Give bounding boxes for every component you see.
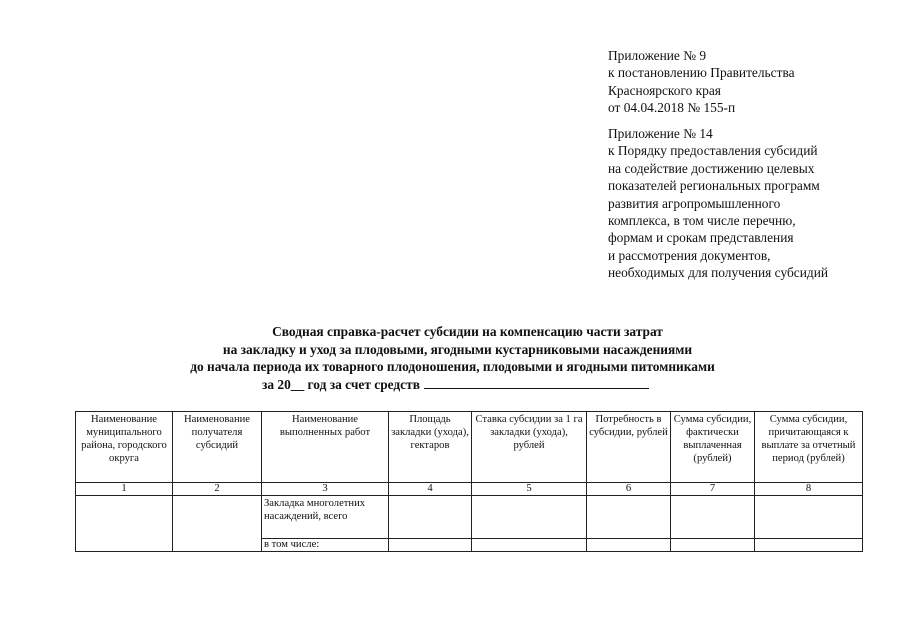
column-header: Наименование получателя субсидий (173, 412, 262, 483)
table-cell-empty (173, 496, 262, 552)
column-header: Наименование выполненных работ (262, 412, 389, 483)
appendix-9-line: к постановлению Правительства (608, 65, 795, 81)
work-name-cell: в том числе: (262, 539, 389, 552)
title-line-4 (0, 376, 905, 394)
table-cell-empty (472, 539, 587, 552)
title-line-1: Сводная справка-расчет субсидии на компенсацию части затрат (272, 324, 663, 339)
column-number: 7 (671, 483, 755, 496)
appendix-14-line: и рассмотрения документов, (608, 247, 771, 263)
appendix-9-line: от 04.04.2018 № 155-п (608, 100, 736, 116)
column-number: 8 (755, 483, 863, 496)
column-number: 3 (262, 483, 389, 496)
column-header: Ставка субсидии за 1 га закладки (ухода), рублей (472, 412, 587, 483)
appendix-9-line: Красноярского края (608, 82, 721, 98)
table-cell-empty (587, 496, 671, 539)
title-line-2: на закладку и уход за плодовыми, ягодными кустарниковыми насаждениями (222, 341, 693, 357)
document-title (0, 323, 905, 393)
work-name-cell: Закладка многолетних насаждений, всего (262, 496, 389, 539)
column-header: Потребность в субсидии, рублей (587, 412, 671, 483)
table-cell-empty (389, 496, 472, 539)
table-cell-empty (755, 496, 863, 539)
table-header-row (76, 412, 863, 483)
appendix-14-line: формам и срокам представления (608, 230, 794, 246)
table-cell-empty (389, 539, 472, 552)
funding-source-blank (424, 376, 649, 389)
column-number: 6 (587, 483, 671, 496)
table-cell-empty (671, 539, 755, 552)
column-number: 2 (173, 483, 262, 496)
column-number: 4 (389, 483, 472, 496)
appendix-14-line: необходимых для получения субсидий (608, 265, 829, 281)
appendix-14-line: на содействие достижению целевых (608, 160, 815, 176)
table-cell-empty (671, 496, 755, 539)
subsidy-calculation-table (75, 411, 863, 552)
table-cell-empty (472, 496, 587, 539)
appendix-14-line: комплекса, в том числе перечню, (608, 213, 796, 229)
appendix-14-line: Приложение № 14 (608, 126, 713, 141)
column-number-row (76, 483, 863, 496)
appendix-14-line: показателей региональных программ (608, 178, 820, 194)
appendix-9-line: Приложение № 9 (608, 48, 707, 63)
appendix-14-block (608, 125, 828, 282)
appendix-14-line: развития агропромышленного (608, 195, 781, 211)
title-year-source: за 20__ год за счет средств (262, 376, 420, 392)
column-header: Наименование муниципального района, городского округа (76, 412, 173, 483)
column-header: Сумма субсидии, фактически выплаченная (рублей) (671, 412, 755, 483)
table-cell-empty (76, 496, 173, 552)
column-header: Сумма субсидии, причитающаяся к выплате за отчетный период (рублей) (755, 412, 863, 483)
appendix-9-block (608, 47, 795, 117)
table-cell-empty (755, 539, 863, 552)
table-row (76, 496, 863, 539)
appendix-14-line: к Порядку предоставления субсидий (608, 143, 818, 159)
column-number: 1 (76, 483, 173, 496)
title-line-3: до начала периода их товарного плодоношения, плодовыми и ягодными питомниками (190, 359, 715, 375)
column-number: 5 (472, 483, 587, 496)
table-cell-empty (587, 539, 671, 552)
column-header: Площадь закладки (ухода), гектаров (389, 412, 472, 483)
